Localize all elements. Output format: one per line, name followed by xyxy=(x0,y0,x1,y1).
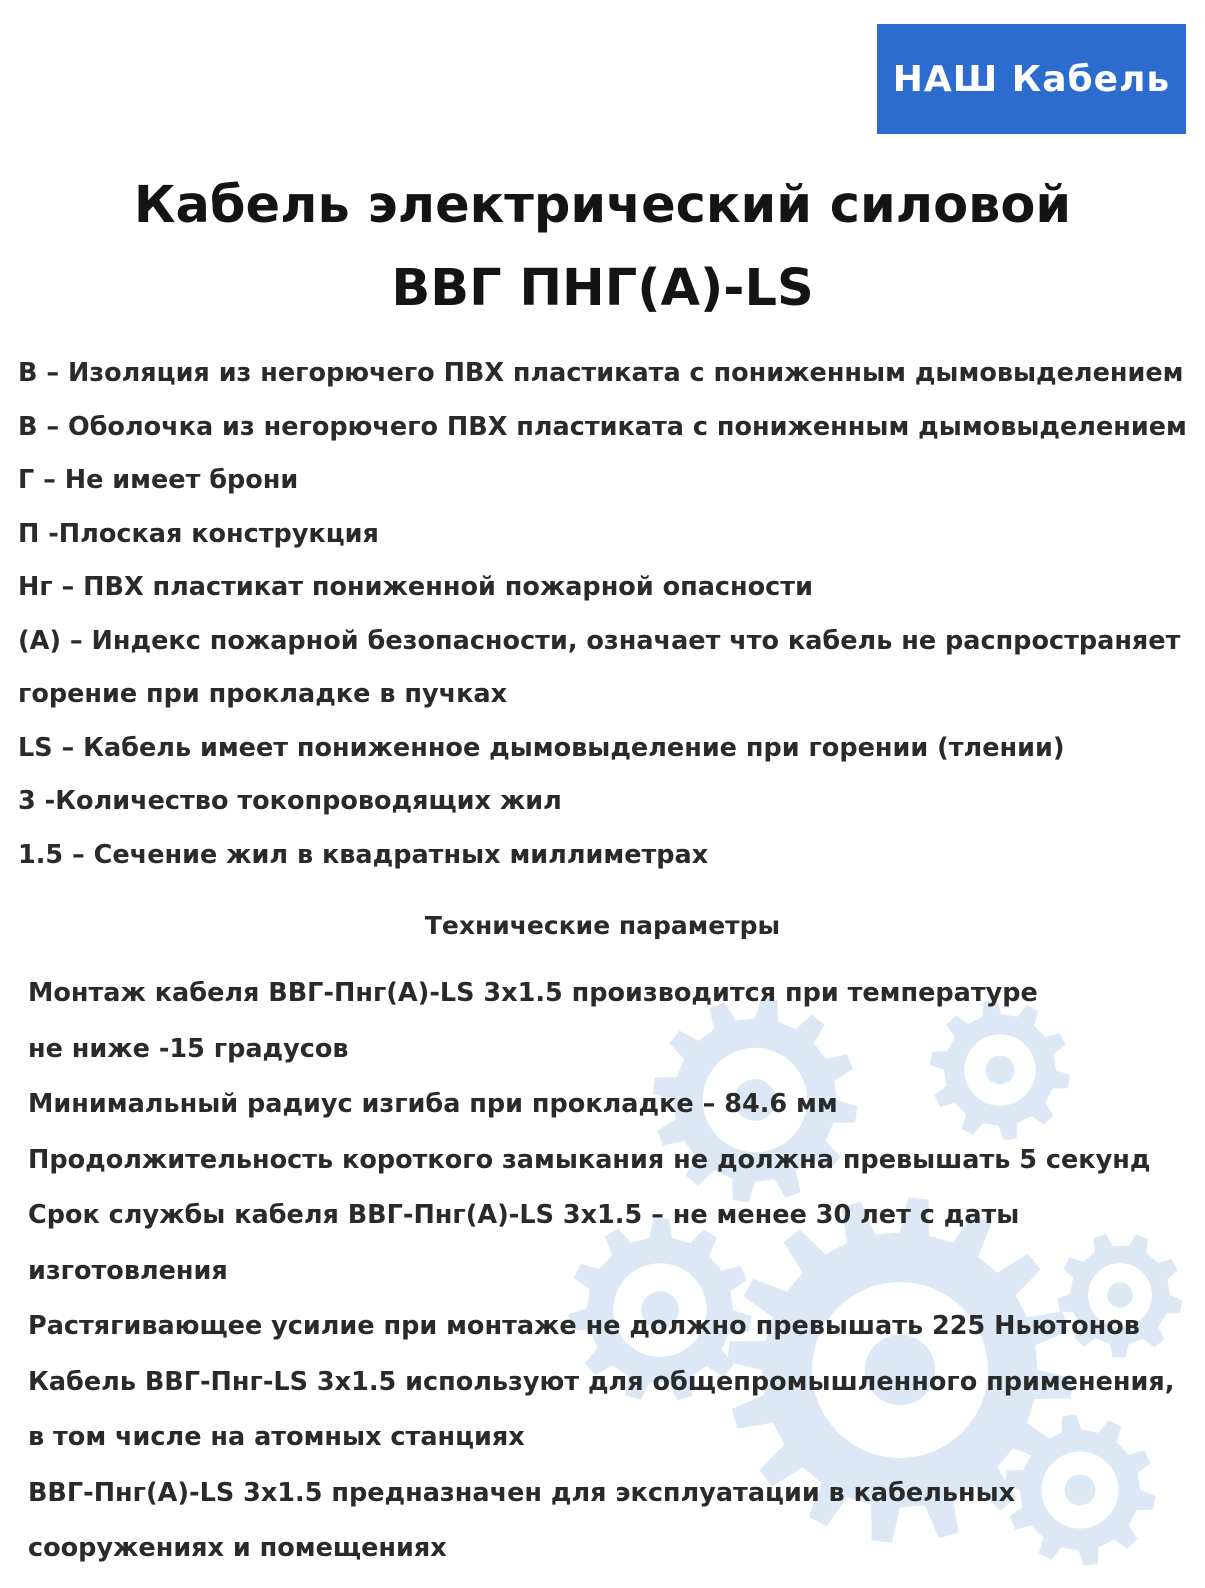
legend-line: В – Изоляция из негорючего ПВХ пластиката с пониженным дымовыделением xyxy=(18,358,1184,388)
tech-params-list xyxy=(28,966,1174,1577)
page-title-line-2: ВВГ ПНГ(А)-LS xyxy=(391,259,814,318)
tech-param-line: Кабель ВВГ-Пнг-LS 3х1.5 используют для общепромышленного применения, xyxy=(28,1366,1175,1397)
tech-param-line: в том числе на атомных станциях xyxy=(28,1422,525,1452)
page-title-line-1: Кабель электрический силовой xyxy=(133,176,1072,235)
tech-params-heading: Технические параметры xyxy=(424,911,781,940)
marking-legend xyxy=(18,347,1187,882)
tech-param-line: Минимальный радиус изгиба при прокладке – 84.6 мм xyxy=(28,1089,838,1119)
legend-line: LS – Кабель имеет пониженное дымовыделение при горении (тлении) xyxy=(18,732,1065,763)
brand-logo-text: НАШ Кабель xyxy=(892,58,1171,100)
legend-line: (А) – Индекс пожарной безопасности, означает что кабель не распространяет xyxy=(18,625,1181,656)
tech-param-line: не ниже -15 градусов xyxy=(28,1033,349,1064)
legend-line: В – Оболочка из негорючего ПВХ пластиката с пониженным дымовыделением xyxy=(18,411,1187,442)
tech-param-line: Продолжительность короткого замыкания не должна превышать 5 секунд xyxy=(28,1144,1151,1175)
tech-param-line: ВВГ-Пнг(А)-LS 3х1.5 предназначен для эксплуатации в кабельных xyxy=(28,1477,1016,1508)
tech-param-line: Монтаж кабеля ВВГ-Пнг(А)-LS 3х1.5 производится при температуре xyxy=(28,978,1038,1008)
legend-line: Г – Не имеет брони xyxy=(18,465,299,495)
tech-param-line: изготовления xyxy=(28,1255,228,1286)
legend-line: П -Плоская конструкция xyxy=(18,518,379,549)
legend-line: горение при прокладке в пучках xyxy=(18,679,508,709)
brand-logo xyxy=(877,24,1186,134)
tech-param-line: Срок службы кабеля ВВГ-Пнг(А)-LS 3х1.5 – не менее 30 лет с даты xyxy=(28,1200,1020,1230)
legend-line: 1.5 – Сечение жил в квадратных миллиметрах xyxy=(18,839,709,870)
tech-param-line: Растягивающее усилие при монтаже не должно превышать 225 Ньютонов xyxy=(28,1311,1140,1341)
legend-line: Нг – ПВХ пластикат пониженной пожарной опасности xyxy=(18,572,813,602)
legend-line: 3 -Количество токопроводящих жил xyxy=(18,786,562,816)
tech-param-line: сооружениях и помещениях xyxy=(28,1533,447,1563)
